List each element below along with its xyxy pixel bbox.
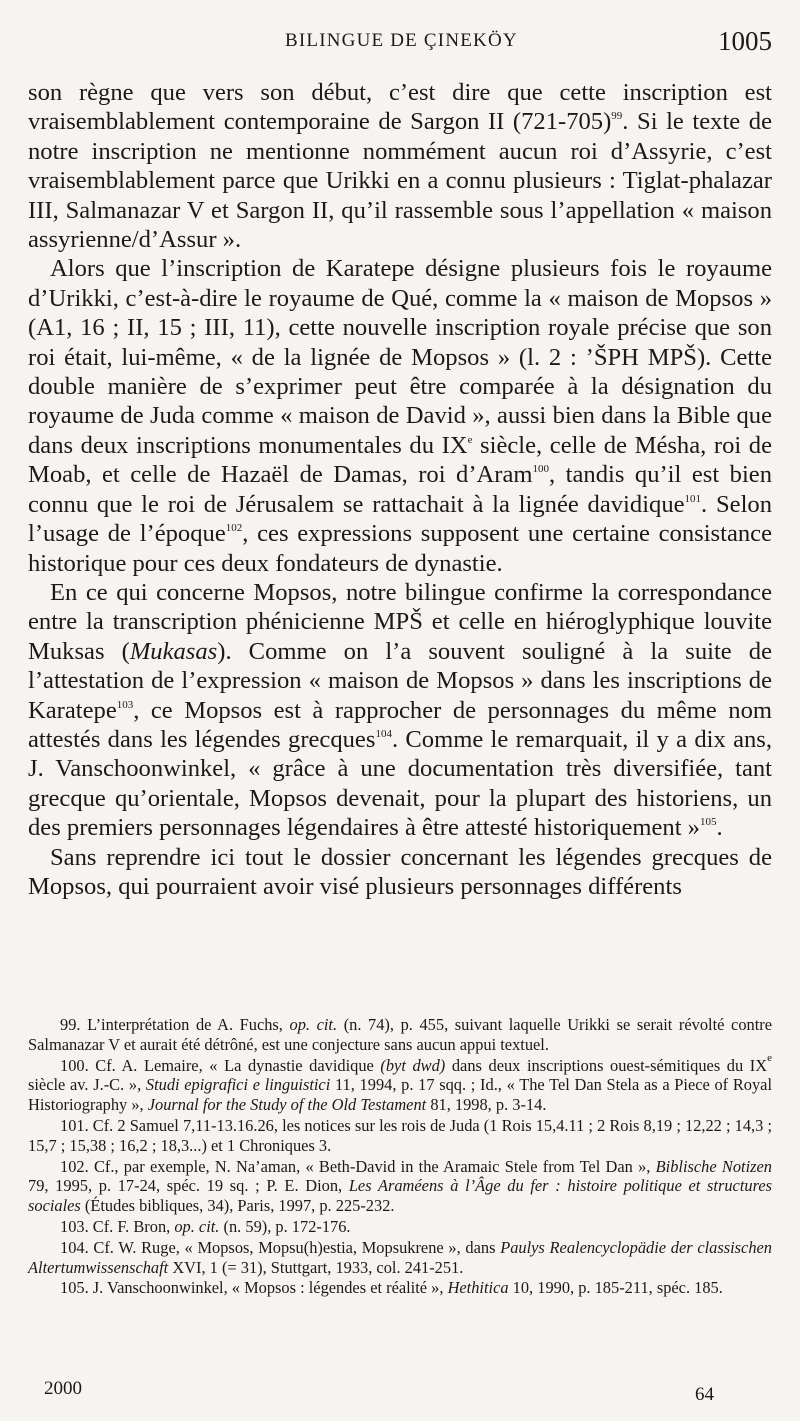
text-run: , ces expressions supposent une certaine consistance historique pour ces deux fondateurs de dynastie. [28,520,773,577]
note-reference: 99 [611,110,623,123]
footnote [28,1278,772,1298]
note-reference: 104 [375,727,392,740]
footnote [28,1238,772,1278]
note-reference: e [767,1051,772,1064]
italic-text: Studi epigrafici e linguistici [145,1075,331,1095]
text-run: 102. Cf., par exemple, N. Na’aman, « Beth-David in the Aramaic Stele from Tel Dan », [60,1156,656,1176]
italic-text: Biblische Notizen [655,1156,772,1176]
text-run: son règne que vers son début, c’est dire que cette inscription est vraisemblablement contemporaine de Sargon II (721-705) [28,79,772,136]
text-run: (n. 59), p. 172-176. [219,1216,351,1236]
note-reference: 101 [684,492,702,505]
footnote [28,1217,772,1237]
text-run: 81, 1998, p. 3-14. [426,1095,547,1115]
italic-text: Paulys Realencyclopädie der classischen Altertumwissenschaft [28,1237,772,1277]
text-run: ). Comme on l’a souvent souligné à la suite de l’attestation de l’expression « maison de Mopsos » dans les inscriptions de Karatepe [28,637,773,724]
text-run: 101. Cf. 2 Samuel 7,11-13.16.26, les notices sur les rois de Juda (1 Rois 15,4.11 ; 2 Rois 8,19 ; 12,22 ; 14,3 ; 15,7 ; 15,38 ; 16,2 ; 18,3...) et 1 Chroniques 3. [28,1115,772,1155]
footnote [28,1157,772,1216]
footer-year: 2000 [44,1378,82,1399]
page-header [28,28,772,62]
italic-text: op. cit. [174,1216,220,1236]
italic-text: (byt dwd) [380,1055,446,1075]
paragraph [28,78,772,254]
running-title: BILINGUE DE ÇINEKÖY [285,30,518,51]
text-run: . Selon l’usage de l’époque [28,490,772,548]
text-run: (Études bibliques, 34), Paris, 1997, p. 225-232. [80,1196,395,1216]
text-run: dans deux inscriptions ouest-sémitiques du IX [445,1055,768,1075]
text-run: 100. Cf. A. Lemaire, « La dynastie davidique [60,1055,381,1075]
italic-text: Hethitica [447,1278,509,1298]
paragraph [28,578,772,843]
note-reference: e [467,433,473,446]
footnote [28,1051,772,1115]
text-run: En ce qui concerne Mopsos, notre bilingue confirme la correspondance entre la transcription phénicienne MPŠ et celle en hiéroglyphique louvite Muksas ( [28,578,772,665]
paragraph [28,843,772,902]
text-run: XVI, 1 (= 31), Stuttgart, 1933, col. 241-251. [168,1257,464,1277]
text-run: , ce Mopsos est à rapprocher de personnages du même nom attestés dans les légendes grecques [28,696,772,753]
main-text [28,78,772,901]
text-run: , tandis qu’il est bien connu que le roi de Jérusalem se rattachait à la lignée davidique [28,461,772,518]
text-run: siècle av. J.-C. », [28,1075,146,1095]
note-reference: 105 [699,816,717,829]
text-run: 79, 1995, p. 17-24, spéc. 19 sq. ; P. E. Dion, [28,1176,349,1196]
text-run: 105. J. Vanschoonwinkel, « Mopsos : légendes et réalité », [60,1278,448,1298]
footnote [28,1015,772,1055]
paragraph [28,254,772,577]
text-run: . Si le texte de notre inscription ne mentionne nommément aucun roi d’Assyrie, c’est vraisemblablement parce que Urikki en a connu plusieurs : Tiglat-phalazar III, Salmanazar V et Sargon II, qu’il rassemble sous l’appellation « maison assyrienne/d’Assur ». [28,108,773,254]
text-run: 11, 1994, p. 17 sqq. ; Id., « The Tel Dan Stela as a Piece of Royal Historiography », [28,1075,772,1115]
italic-text: op. cit. [289,1015,338,1034]
text-run: (n. 74), p. 455, suivant laquelle Urikki se serait révolté contre Salmanazar V et aurait été détrôné, est une conjecture sans aucun appui textuel. [28,1015,772,1054]
text-run: Alors que l’inscription de Karatepe désigne plusieurs fois le royaume d’Urikki, c’est-à-dire le royaume de Qué, comme la « maison de Mopsos » (A1, 16 ; II, 15 ; III, 11), cette nouvelle inscription royale précise que son roi était, lui-même, « de la lignée de Mopsos » (l. 2 : ’ŠPH MPŠ). Cette double manière de s’exprimer peut être comparée à la désignation du royaume de Juda comme « maison de David », aussi bien dans la Bible que dans deux inscriptions monumentales du IX [28,255,772,459]
text-run: . Comme le remarquait, il y a dix ans, J. Vanschoonwinkel, « grâce à une documentation très diversifiée, tant grecque qu’orientale, Mopsos devenait, pour la plupart des historiens, un des premiers personnages légendaires à être attesté historiquement » [28,725,772,842]
note-reference: 100 [532,463,550,476]
text-run: 104. Cf. W. Ruge, « Mopsos, Mopsu(h)estia, Mopsukrene », dans [60,1237,501,1257]
italic-text: Mukasas [129,637,218,665]
text-run: siècle, celle de Mésha, roi de Moab, et celle de Hazaël de Damas, roi d’Aram [28,431,773,489]
text-run: 10, 1990, p. 185-211, spéc. 185. [508,1278,723,1298]
footnote [28,1116,772,1156]
text-run: 103. Cf. F. Bron, [60,1216,175,1236]
footer-sheet-number: 64 [695,1384,714,1405]
italic-text: Journal for the Study of the Old Testament [147,1095,427,1115]
note-reference: 102 [225,522,243,535]
note-reference: 103 [116,698,134,711]
page-number: 1005 [718,26,772,56]
footnotes [28,1015,772,1299]
text-run: 99. L’interprétation de A. Fuchs, [60,1015,290,1034]
text-run: Sans reprendre ici tout le dossier concernant les légendes grecques de Mopsos, qui pourraient avoir visé plusieurs personnages différents [28,843,772,900]
text-run: . [716,814,723,842]
italic-text: Les Araméens à l’Âge du fer : histoire politique et structures sociales [28,1176,772,1216]
